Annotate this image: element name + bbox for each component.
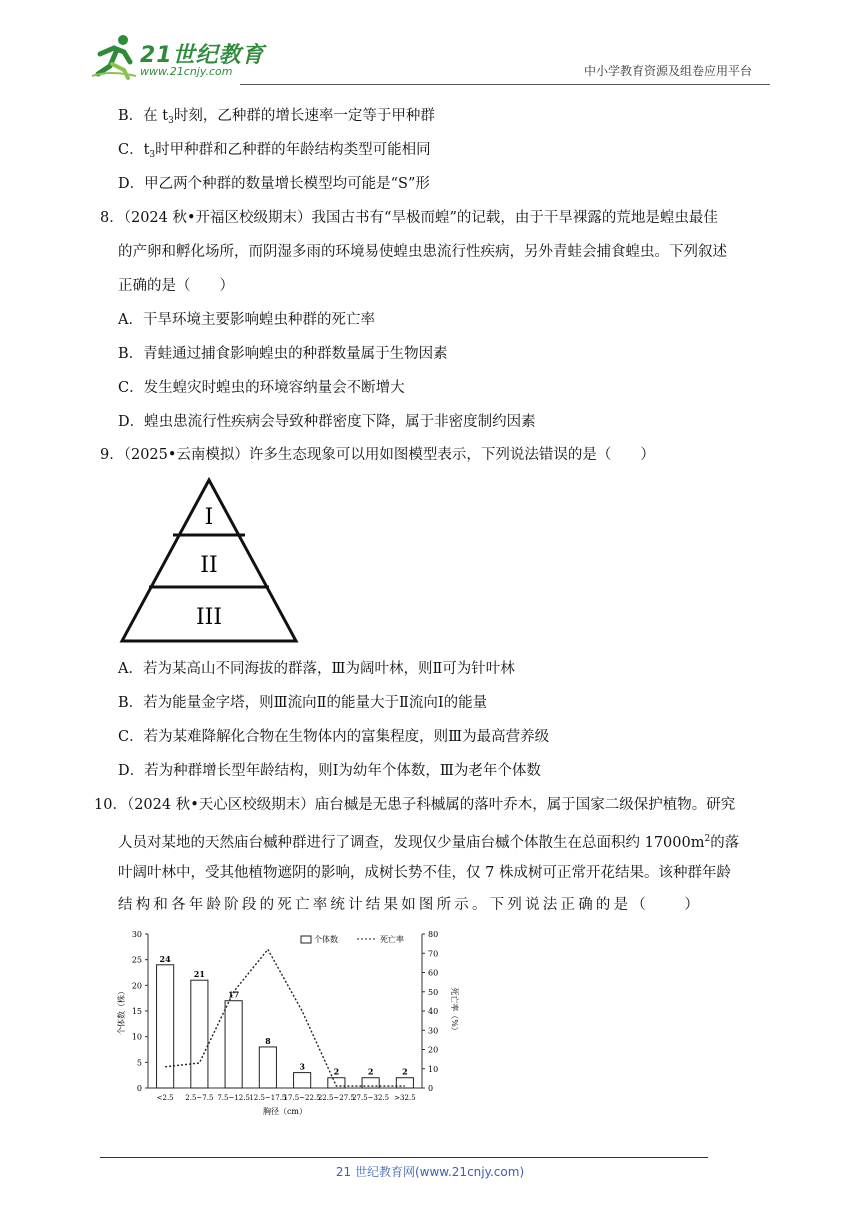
bar-individual-count — [225, 1001, 242, 1088]
right-tick-label: 40 — [428, 1007, 439, 1016]
left-tick-label: 0 — [136, 1084, 142, 1093]
right-tick-label: 50 — [428, 987, 439, 997]
x-tick-label: 27.5~32.5 — [352, 1094, 390, 1102]
chart-bars — [157, 965, 414, 1088]
q8-option-b: B．青蛙通过捕食影响蝗虫的种群数量属于生物因素 — [118, 346, 448, 362]
q8-option-d: D．蝗虫患流行性疾病会导致种群密度下降，属于非密度制约因素 — [118, 414, 536, 430]
left-tick-label: 20 — [131, 981, 142, 991]
left-tick-label: 10 — [131, 1032, 142, 1042]
left-tick-label: 30 — [131, 930, 142, 939]
right-tick-label: 70 — [428, 949, 439, 959]
bar-individual-count — [294, 1073, 311, 1088]
q7-option-d: D．甲乙两个种群的数量增长模型均可能是“S”形 — [118, 176, 430, 192]
q8-option-a: A．干旱环境主要影响蝗虫种群的死亡率 — [118, 312, 375, 328]
bar-data-label: 21 — [193, 969, 205, 980]
right-tick-label: 30 — [428, 1026, 439, 1036]
legend-line-label: 死亡率 — [380, 935, 404, 944]
right-tick-label: 0 — [428, 1084, 434, 1093]
q8-option-c: C．发生蝗灾时蝗虫的环境容纳量会不断增大 — [118, 380, 405, 396]
bar-individual-count — [157, 965, 174, 1088]
bar-individual-count — [259, 1047, 276, 1088]
right-tick-label: 20 — [428, 1045, 439, 1055]
bar-data-label: 2 — [367, 1066, 374, 1077]
header-platform-name: 中小学教育资源及组卷应用平台 — [583, 64, 752, 78]
bar-data-label: 24 — [159, 953, 171, 964]
site-logo[interactable] — [90, 34, 270, 82]
logo-url: www.21cnjy.com — [140, 65, 233, 78]
legend-bar-swatch — [301, 936, 311, 943]
bar-data-label: 3 — [299, 1061, 305, 1072]
x-tick-label: 12.5~17.5 — [249, 1094, 287, 1102]
q8-stem-line-3: 正确的是（ ） — [118, 278, 234, 294]
legend-bar-label: 个体数 — [314, 935, 338, 944]
right-tick-label: 80 — [428, 930, 439, 939]
left-axis-title: 个体数（株） — [117, 987, 126, 1035]
x-tick-label: 7.5~12.5 — [217, 1094, 250, 1102]
q10-stem-line-3: 叶阔叶林中，受其他植物遮阴的影响，成树长势不佳，仅 7 株成树可正常开花结果。该种群年龄 — [118, 865, 731, 881]
runner-logo-icon — [90, 34, 140, 80]
right-tick-label: 60 — [428, 968, 439, 978]
bar-data-label: 17 — [228, 989, 240, 1000]
age-structure-mortality-chart — [116, 928, 459, 1133]
q10-stem-line-1: 10．（2024 秋•天心区校级期末）庙台槭是无患子科槭属的落叶乔木，属于国家二级保护植物。研究 — [94, 797, 736, 813]
x-tick-label: 2.5~7.5 — [185, 1094, 214, 1102]
x-tick-label: >32.5 — [394, 1094, 416, 1102]
left-tick-label: 15 — [131, 1007, 142, 1016]
left-tick-label: 25 — [131, 955, 142, 965]
left-tick-label: 5 — [136, 1058, 142, 1068]
header-divider — [240, 84, 770, 85]
logo-text: 21世纪教育 — [140, 43, 265, 68]
footer-text[interactable]: 21 世纪教育网(www.21cnjy.com) — [335, 1165, 525, 1179]
right-axis-title: 死亡率（%） — [450, 987, 459, 1035]
q8-stem-line-1: 8．（2024 秋•开福区校级期末）我国古书有“旱极而蝗”的记载，由于干旱裸露的荒地是蝗虫最佳 — [100, 210, 718, 226]
page-header — [90, 28, 770, 88]
pyramid-model-diagram — [118, 476, 300, 646]
pyramid-label-1: I — [204, 505, 214, 530]
right-tick-label: 10 — [428, 1064, 439, 1074]
x-tick-label: 17.5~22.5 — [283, 1094, 321, 1102]
q10-stem-line-4: 结构和各年龄阶段的死亡率统计结果如图所示。下列说法正确的是（ ） — [118, 897, 703, 913]
q9-option-c: C．若为某难降解化合物在生物体内的富集程度，则Ⅲ为最高营养级 — [118, 729, 550, 745]
footer-divider — [100, 1157, 708, 1158]
q10-stem-line-2: 人员对某地的天然庙台槭种群进行了调查，发现仅少量庙台槭个体散生在总面积约 $17000m^2$的落 — [118, 834, 740, 851]
q7-option-b: B．在 $t_3$时刻，乙种群的增长速率一定等于甲种群 — [118, 108, 435, 126]
q9-option-b: B．若为能量金字塔，则Ⅲ流向Ⅱ的能量大于Ⅱ流向Ⅰ的能量 — [118, 695, 488, 711]
bar-data-label: 8 — [265, 1035, 271, 1046]
x-axis-title: 胸径（cm） — [262, 1107, 308, 1116]
q9-option-a: A．若为某高山不同海拔的群落，Ⅲ为阔叶林，则Ⅱ可为针叶林 — [118, 661, 515, 677]
x-tick-label: <2.5 — [156, 1094, 174, 1102]
q8-stem-line-2: 的产卵和孵化场所，而阴湿多雨的环境易使蝗虫患流行性疾病，另外青蛙会捕食蝗虫。下列叙述 — [118, 244, 727, 260]
pyramid-label-3: III — [195, 605, 223, 630]
bar-individual-count — [191, 980, 208, 1088]
x-tick-label: 22.5~27.5 — [317, 1094, 355, 1102]
q9-option-d: D．若为种群增长型年龄结构，则Ⅰ为幼年个体数，Ⅲ为老年个体数 — [118, 763, 541, 779]
bar-data-label: 2 — [402, 1066, 408, 1077]
q7-option-c: C．$t_3$时甲种群和乙种群的年龄结构类型可能相同 — [118, 142, 431, 160]
pyramid-label-2: II — [200, 553, 218, 578]
q9-stem: 9．（2025•云南模拟）许多生态现象可以用如图模型表示，下列说法错误的是（ ） — [100, 447, 655, 463]
bar-data-label: 2 — [333, 1066, 340, 1077]
